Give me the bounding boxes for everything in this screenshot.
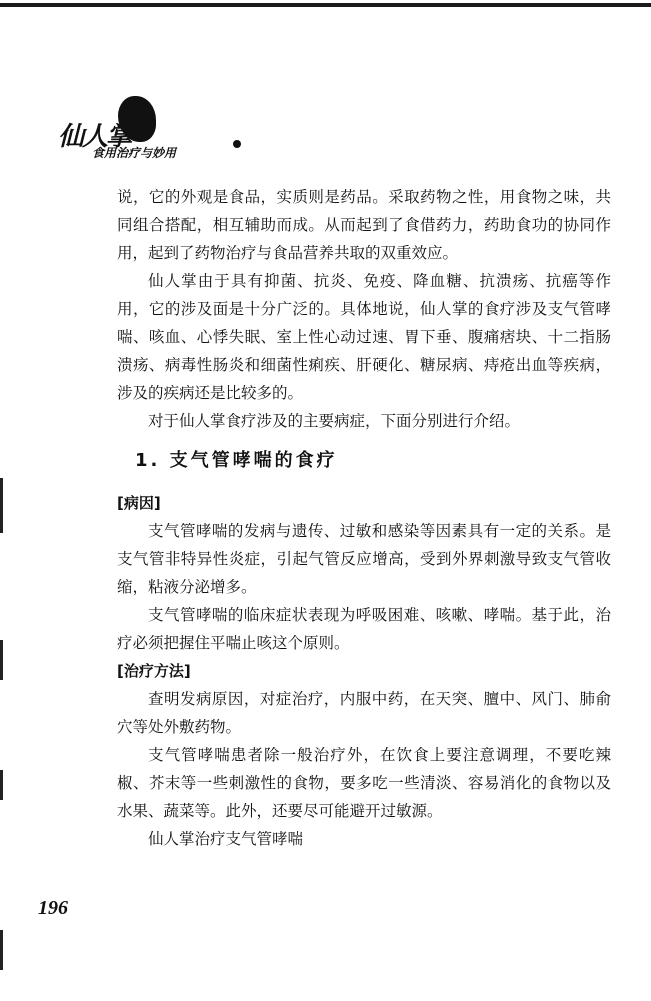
scan-edge-mark (0, 770, 3, 800)
page-body (117, 183, 611, 853)
book-logo (58, 88, 258, 178)
section-heading: 1. 支气管哮喘的食疗 (135, 450, 338, 471)
logo-title: 仙人掌 (58, 122, 131, 152)
body-paragraph: 说，它的外观是食品，实质则是药品。采取药物之性，用食物之味，共同组合搭配，相互辅助而成。从而起到了食借药力，药助食功的协同作用，起到了药物治疗与食品营养共取的双重效应。 (117, 188, 611, 262)
top-rule (0, 3, 651, 7)
body-paragraph: 支气管哮喘的临床症状表现为呼吸困难、咳嗽、哮喘。基于此，治疗必须把握住平喘止咳这个原则。 (117, 606, 611, 652)
scan-edge-mark (0, 930, 3, 970)
page-number: 196 (38, 897, 68, 919)
scan-edge-mark (0, 478, 3, 533)
cause-label: [病因] (117, 494, 161, 512)
treatment-label: [治疗方法] (117, 662, 191, 680)
body-paragraph: 支气管哮喘患者除一般治疗外，在饮食上要注意调理，不要吃辣椒、芥末等一些刺激性的食物，要多吃一些清淡、容易消化的食物以及水果、蔬菜等。此外，还要尽可能避开过敏源。 (117, 746, 611, 820)
subsection-title: 仙人掌治疗支气管哮喘 (148, 830, 304, 848)
body-paragraph: 查明发病原因，对症治疗，内服中药，在天突、膻中、风门、肺俞穴等处外敷药物。 (117, 690, 611, 736)
body-paragraph: 对于仙人掌食疗涉及的主要病症，下面分别进行介绍。 (148, 412, 521, 430)
body-paragraph: 仙人掌由于具有抑菌、抗炎、免疫、降血糖、抗溃疡、抗癌等作用，它的涉及面是十分广泛的。具体地说，仙人掌的食疗涉及支气管哮喘、咳血、心悸失眠、室上性心动过速、胃下垂、腹痛痞块、十二指肠溃疡、病毒性肠炎和细菌性痢疾、肝硬化、糖尿病、痔疮出血等疾病，涉及的疾病还是比较多的。 (117, 272, 611, 402)
scan-edge-mark (0, 640, 3, 680)
body-paragraph: 支气管哮喘的发病与遗传、过敏和感染等因素具有一定的关系。是支气管非特异性炎症，引起气管反应增高，受到外界刺激导致支气管收缩，粘液分泌增多。 (117, 522, 611, 596)
logo-dot-icon (233, 140, 241, 148)
logo-subtitle: 食用治疗与妙用 (92, 146, 177, 160)
